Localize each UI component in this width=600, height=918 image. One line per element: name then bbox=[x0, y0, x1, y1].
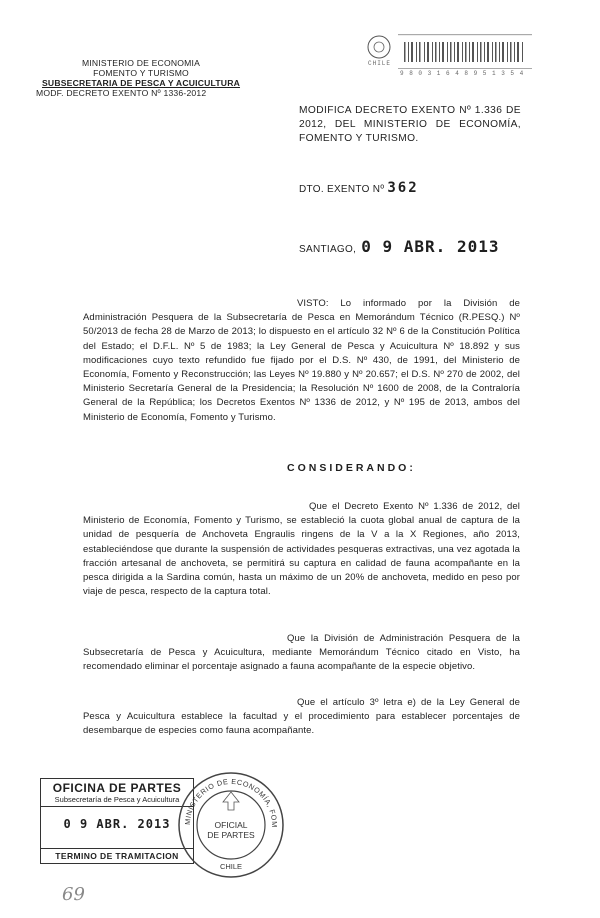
considerando-paragraph-2: Que la División de Administración Pesquera de la Subsecretaría de Pesca y Acuicultura, mediante Memorándum Técnico citado en Visto, ha recomendado eliminar el porcentaje asignado a fauna acompañante de la especie objetivo. bbox=[83, 633, 520, 673]
place-date bbox=[299, 237, 499, 256]
ministry-line-3: SUBSECRETARIA DE PESCA Y ACUICULTURA bbox=[41, 78, 241, 88]
decree-number-value: 362 bbox=[387, 180, 419, 196]
office-stamp-footer: TERMINO DE TRAMITACION bbox=[41, 848, 193, 861]
barcode-stamp bbox=[364, 30, 534, 82]
office-stamp-date: 0 9 ABR. 2013 bbox=[63, 817, 171, 831]
document-title: MODIFICA DECRETO EXENTO Nº 1.336 DE 2012, DEL MINISTERIO DE ECONOMÍA, FOMENTO Y TURISMO. bbox=[299, 105, 521, 144]
place-label: SANTIAGO, bbox=[299, 244, 357, 255]
seal-ring-text: MINISTERIO DE ECONOMÍA, FOM bbox=[182, 776, 280, 828]
considerando-paragraph-3: Que el artículo 3º letra e) de la Ley General de Pesca y Acuicultura establece la facultad y el procedimiento para establecer porcentajes de desembarque de especies como fauna acompañante. bbox=[83, 697, 520, 737]
barcode-number: 9 8 0 3 1 6 4 8 9 5 1 3 5 4 bbox=[400, 70, 525, 77]
considerando-heading: CONSIDERANDO: bbox=[287, 462, 416, 474]
ministry-header bbox=[36, 58, 246, 98]
seal-bottom-text: CHILE bbox=[219, 862, 243, 871]
seal-center-line-1: OFICIAL bbox=[214, 820, 248, 830]
issue-date: 0 9 ABR. 2013 bbox=[361, 237, 500, 256]
seal-icon bbox=[176, 770, 286, 880]
office-stamp-subtitle: Subsecretaría de Pesca y Acuicultura bbox=[41, 795, 193, 807]
seal-center-line-2: DE PARTES bbox=[207, 830, 255, 840]
ministry-line-2: FOMENTO Y TURISMO bbox=[93, 68, 189, 78]
office-stamp bbox=[40, 778, 194, 864]
decree-number bbox=[299, 180, 419, 196]
folio-number: 69 bbox=[62, 884, 85, 905]
office-stamp-heading: OFICINA DE PARTES bbox=[52, 781, 182, 795]
barcode-label: CHILE bbox=[368, 60, 392, 67]
visto-paragraph: VISTO: Lo informado por la División de Administración Pesquera de la Subsecretaría de Pesca en Memorándum Técnico (R.PESQ.) Nº 50/2013 de fecha 28 de Marzo de 2013; lo dispuesto en el artículo 32 Nº 6 de la Constitución Política del Estado; el D.F.L. Nº 5 de 1983; la Ley General de Pesca y Acuicultura Nº 18.892 y sus modificaciones cuyo texto refundido fue fijado por el D.S. Nº 430, de 1991, del Ministerio de Economía, Fomento y Reconstrucción; las Leyes Nº 19.880 y Nº 20.657; el D.S. Nº 270 de 2002, del Ministerio Secretaría General de la Presidencia; la Resolución Nº 1600 de 2008, de la Contraloría General de la República; los Decretos Exentos Nº 1336 de 2012, y Nº 195 de 2013, ambos del Ministerio de Economía, Fomento y Turismo. bbox=[83, 298, 520, 423]
ministry-line-4: MODF. DECRETO EXENTO Nº 1336-2012 bbox=[36, 88, 207, 98]
ministry-line-1: MINISTERIO DE ECONOMIA bbox=[81, 58, 201, 68]
official-seal bbox=[176, 770, 286, 880]
considerando-paragraph-1: Que el Decreto Exento Nº 1.336 de 2012, del Ministerio de Economía, Fomento y Turismo, se estableció la cuota global anual de captura de la unidad de pesquería de Anchoveta Engraulis ringens de la V a la X Regiones, año 2013, estableciéndose que durante la suspensión de actividades pesqueras extractivas, una vez agotada la fracción artesanal de anchoveta, se permitirá su captura en calidad de fauna acompañante en la pesca dirigida a la Sardina común, hasta un máximo de un 20% de anchoveta, medido en peso por viaje de pesca, respecto de la captura total. bbox=[83, 501, 520, 598]
decree-label: DTO. EXENTO Nº bbox=[299, 184, 385, 195]
